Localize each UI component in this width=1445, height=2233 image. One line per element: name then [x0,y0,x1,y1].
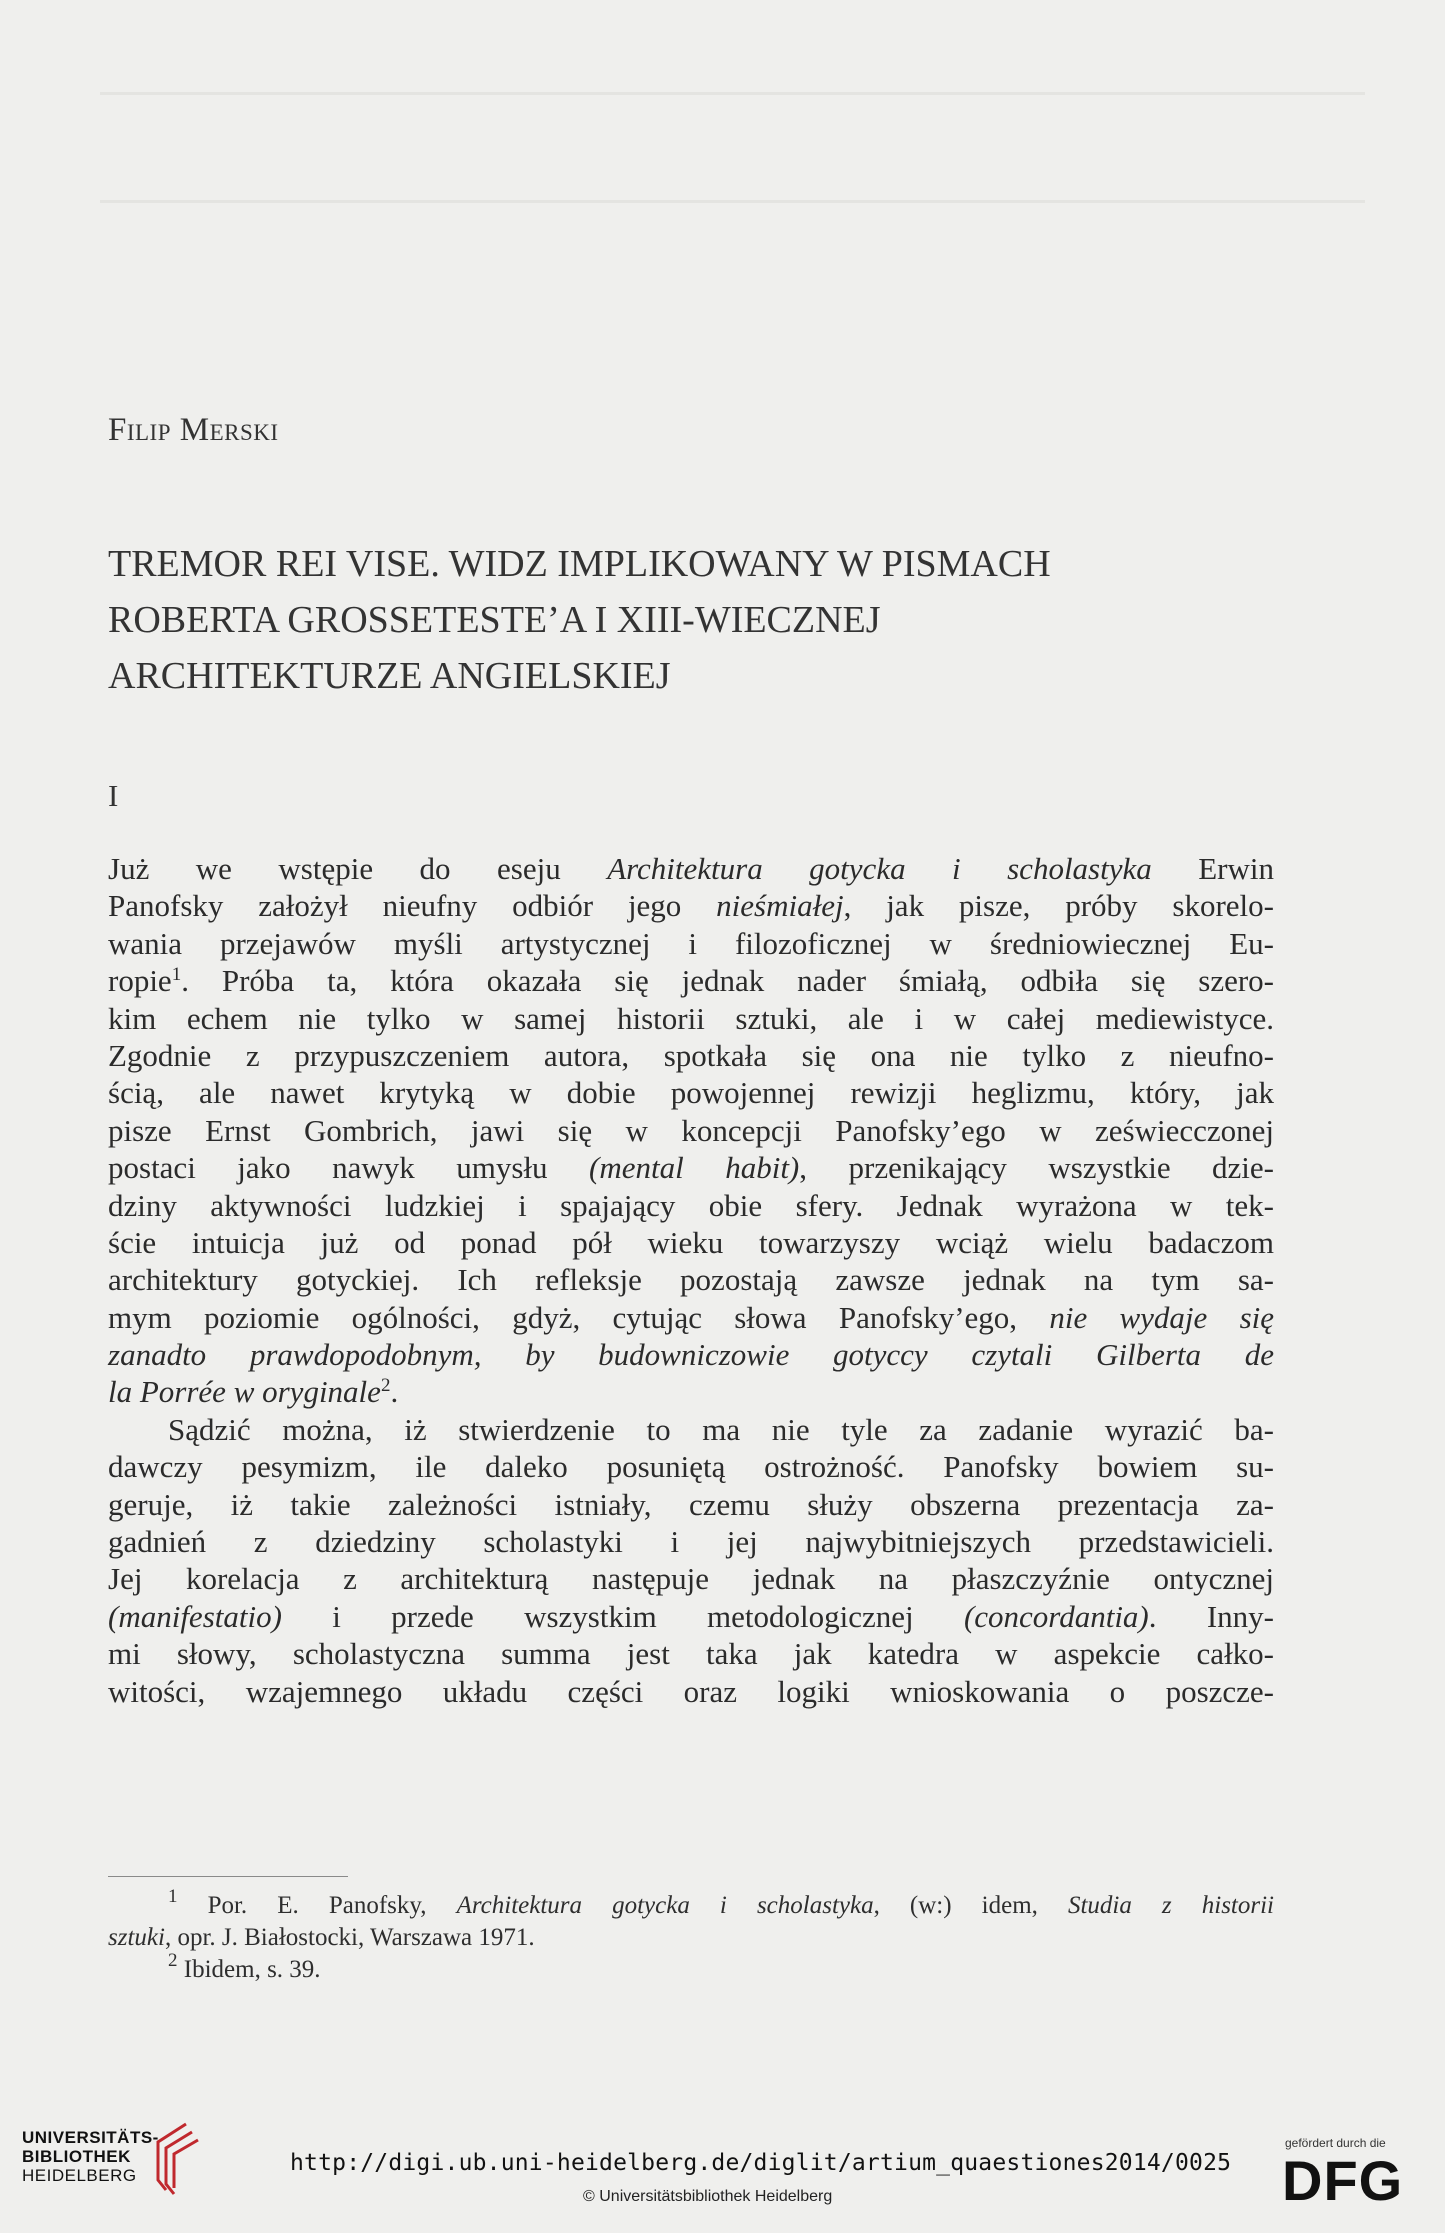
body-line [108,1560,1274,1597]
body-line [108,1037,1274,1074]
body-line [108,850,1274,887]
footnote-reference: 1 [168,1886,178,1907]
dfg-logo: DFG [1282,2149,1404,2212]
body-line [108,1635,1274,1672]
library-logo [22,2128,159,2185]
page-footer [0,2108,1445,2233]
footnote-line [108,1886,1274,1922]
author-name [108,412,279,449]
body-text [108,850,1274,1710]
text-run: ście intuicja już od ponad pół wieku towarzyszy wciąż wielu badaczom [108,1224,1274,1260]
title-line: TREMOR REI VISE. WIDZ IMPLIKOWANY W PISMACH [108,543,1051,585]
text-run: architektury gotyckiej. Ich refleksje pozostają zawsze jednak na tym sa- [108,1262,1274,1298]
italic-text: zanadto prawdopodobnym, by budowniczowie gotyccy czytali Gilberta de [108,1337,1274,1373]
body-line [108,1149,1274,1186]
bleed-through-shadow [100,92,1365,95]
text-run: , przenikający wszystkie dzie- [799,1150,1275,1186]
italic-text: nieśmiałej [716,888,844,924]
body-line [108,1411,1274,1448]
body-line [108,1673,1274,1710]
text-run: geruje, iż takie zależności istniały, czemu służy obszerna prezentacja za- [108,1486,1274,1522]
body-line [108,1261,1274,1298]
body-line [108,925,1274,962]
library-emblem-icon [146,2118,202,2198]
footnote-line [108,1922,1274,1954]
text-run: . Inny- [1148,1598,1274,1634]
title-line: ARCHITEKTURZE ANGIELSKIEJ [108,655,671,697]
footnote-line [108,1950,1274,1986]
text-run: , opr. J. Białostocki, Warszawa 1971. [164,1924,535,1951]
text-run: mi słowy, scholastyczna summa jest taka jak katedra w aspekcie całko- [108,1636,1274,1672]
text-run: kim echem nie tylko w samej historii sztuki, ale i w całej mediewistyce. [108,1000,1274,1036]
text-run: mym poziomie ogólności, gdyż, cytując słowa Panofsky’ego, [108,1299,1050,1335]
text-run: ropie [108,963,172,999]
source-url-link[interactable]: http://digi.ub.uni-heidelberg.de/diglit/artium_quaestiones2014/0025 [290,2150,1232,2176]
text-run: ścią, ale nawet krytyką w dobie powojennej rewizji heglizmu, który, jak [108,1075,1274,1111]
text-run: witości, wzajemnego układu części oraz logiki wnioskowania o poszcze- [108,1673,1274,1709]
title-line: ROBERTA GROSSETESTE’A I XIII-WIECZNEJ [108,599,881,641]
text-run: Erwin [1151,851,1274,886]
text-run: Ibidem, s. 39. [177,1956,321,1983]
body-line [108,1187,1274,1224]
body-line [108,1598,1274,1635]
italic-text: nie wydaje się [1049,1299,1275,1335]
text-run: pisze Ernst Gombrich, jawi się w koncepcji Panofsky’ego w zeświecczonej [108,1112,1274,1148]
article-title [108,536,1278,704]
body-line [108,1448,1274,1485]
text-run: Jej korelacja z architekturą następuje jednak na płaszczyźnie ontycznej [108,1561,1274,1597]
italic-text: (manifestatio) [108,1598,282,1634]
body-line [108,1112,1274,1149]
body-line [108,1000,1274,1037]
text-run: Już we wstępie do eseju [108,851,608,886]
author-last-name: Merski [179,412,279,448]
text-run: . Próba ta, która okazała się jednak nader śmiałą, odbiła się szero- [181,963,1274,999]
text-run: gadnień z dziedziny scholastyki i jej najwybitniejszych przedstawicieli. [108,1524,1274,1560]
italic-text: sztuki [108,1924,165,1951]
body-line [108,1224,1274,1261]
footnote-reference: 1 [171,964,182,986]
body-line [108,1336,1274,1373]
text-run: wania przejawów myśli artystycznej i filozoficznej w średniowiecznej Eu- [108,925,1274,961]
text-run: Sądzić można, iż stwierdzenie to ma nie tyle za zadanie wyrazić ba- [168,1411,1274,1447]
body-line [108,1074,1274,1111]
text-run: , (w:) idem, [873,1892,1068,1919]
text-run: dawczy pesymizm, ile daleko posuniętą ostrożność. Panofsky bowiem su- [108,1449,1274,1485]
body-line [108,1486,1274,1523]
funding-caption: gefördert durch die [1285,2136,1386,2150]
italic-text: la Porrée w oryginale [108,1374,381,1410]
section-number: I [108,778,119,813]
footnote-reference: 2 [380,1375,391,1397]
body-line [108,887,1274,924]
text-run: . [390,1374,399,1410]
library-name-line: BIBLIOTHEK [22,2147,131,2166]
italic-text: (mental habit) [589,1150,800,1186]
body-line [108,962,1274,999]
text-run: i przede wszystkim metodologicznej [281,1598,964,1634]
library-name-line: HEIDELBERG [22,2166,137,2185]
library-name-line: UNIVERSITÄTS- [22,2128,159,2147]
italic-text: Studia z historii [1067,1892,1274,1919]
text-run: dziny aktywności ludzkiej i spajający obie sfery. Jednak wyrażona w tek- [108,1187,1274,1223]
text-run: Panofsky założył nieufny odbiór jego [108,888,717,924]
italic-text: Architektura gotycka i scholastyka [607,851,1152,886]
bleed-through-shadow [100,200,1365,203]
italic-text: Architektura gotycka i scholastyka [456,1892,874,1919]
footnote-separator [108,1876,348,1877]
footnote-reference: 2 [168,1950,178,1971]
text-run: Por. E. Panofsky, [177,1892,457,1919]
italic-text: (concordantia) [963,1598,1149,1634]
footnotes [108,1886,1274,1986]
text-run: Zgodnie z przypuszczeniem autora, spotkała się ona nie tylko z nieufno- [108,1037,1274,1073]
copyright-notice: © Universitätsbibliothek Heidelberg [583,2188,833,2205]
body-line [108,1299,1274,1336]
body-line [108,1523,1274,1560]
author-first-name: Filip [108,412,172,448]
body-line [108,1373,1274,1410]
text-run: postaci jako nawyk umysłu [108,1150,590,1186]
text-run: , jak pisze, próby skorelo- [843,888,1274,924]
